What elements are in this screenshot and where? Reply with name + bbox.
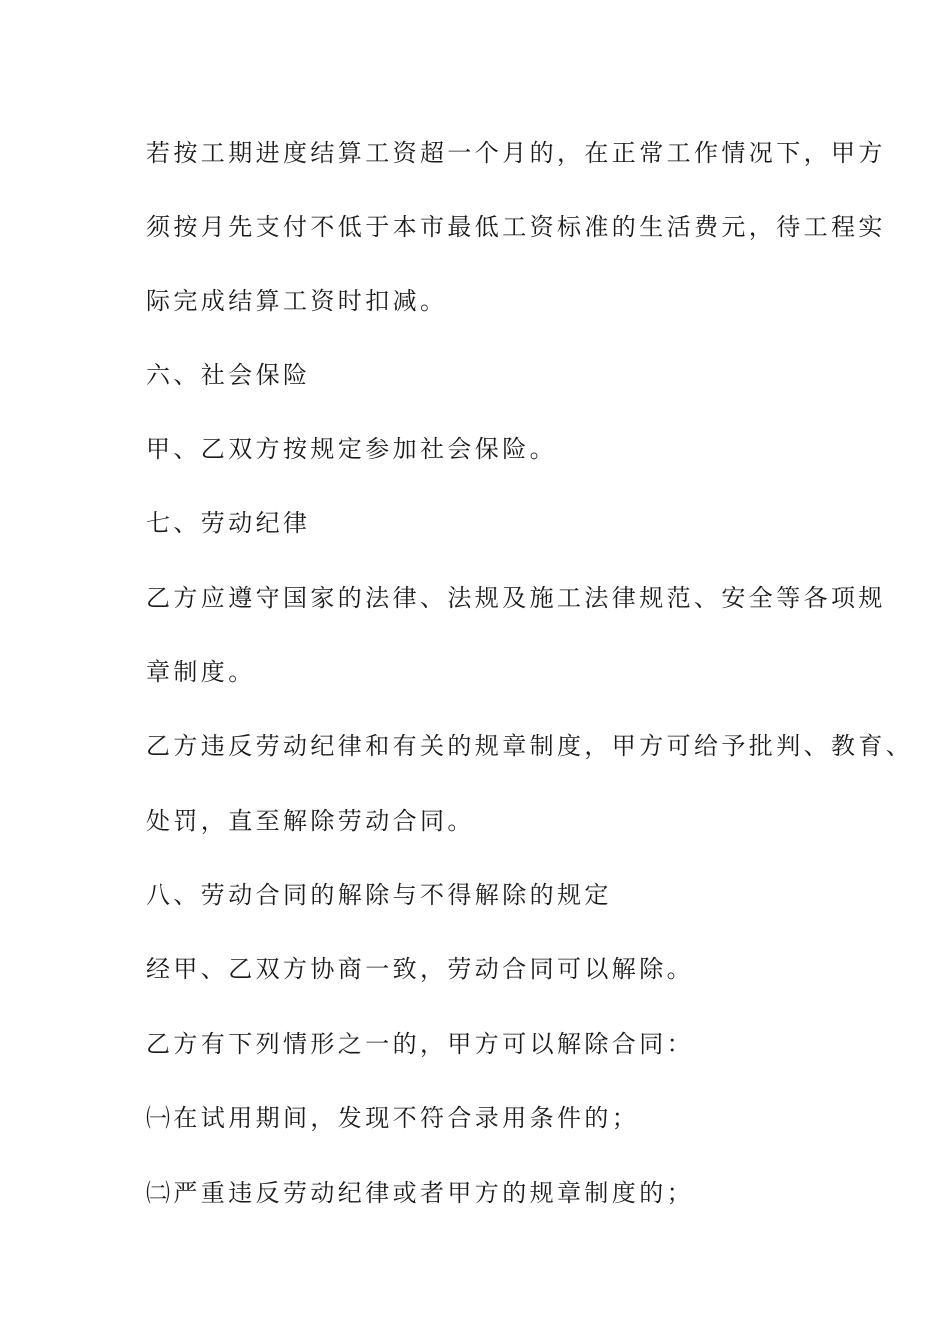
section-heading-labor-discipline: 七、劳动纪律 bbox=[146, 509, 311, 537]
paragraph-line: 处罚，直至解除劳动合同。 bbox=[146, 807, 475, 835]
paragraph-line: 须按月先支付不低于本市最低工资标准的生活费元，待工程实 bbox=[146, 213, 886, 241]
section-heading-contract-termination: 八、劳动合同的解除与不得解除的规定 bbox=[146, 881, 612, 909]
paragraph-line: 若按工期进度结算工资超一个月的，在正常工作情况下，甲方 bbox=[146, 139, 886, 167]
list-item: ㈡严重违反劳动纪律或者甲方的规章制度的； bbox=[146, 1179, 694, 1207]
paragraph-line: 乙方违反劳动纪律和有关的规章制度，甲方可给予批判、教育、 bbox=[146, 732, 914, 760]
list-item: ㈠在试用期间，发现不符合录用条件的； bbox=[146, 1104, 640, 1132]
paragraph-line: 际完成结算工资时扣减。 bbox=[146, 287, 448, 315]
paragraph-line: 经甲、乙双方协商一致，劳动合同可以解除。 bbox=[146, 955, 694, 983]
section-heading-social-insurance: 六、社会保险 bbox=[146, 361, 311, 389]
paragraph-line: 章制度。 bbox=[146, 658, 256, 686]
paragraph-line: 甲、乙双方按规定参加社会保险。 bbox=[146, 435, 557, 463]
paragraph-line: 乙方有下列情形之一的，甲方可以解除合同： bbox=[146, 1030, 694, 1058]
paragraph-line: 乙方应遵守国家的法律、法规及施工法律规范、安全等各项规 bbox=[146, 584, 886, 612]
